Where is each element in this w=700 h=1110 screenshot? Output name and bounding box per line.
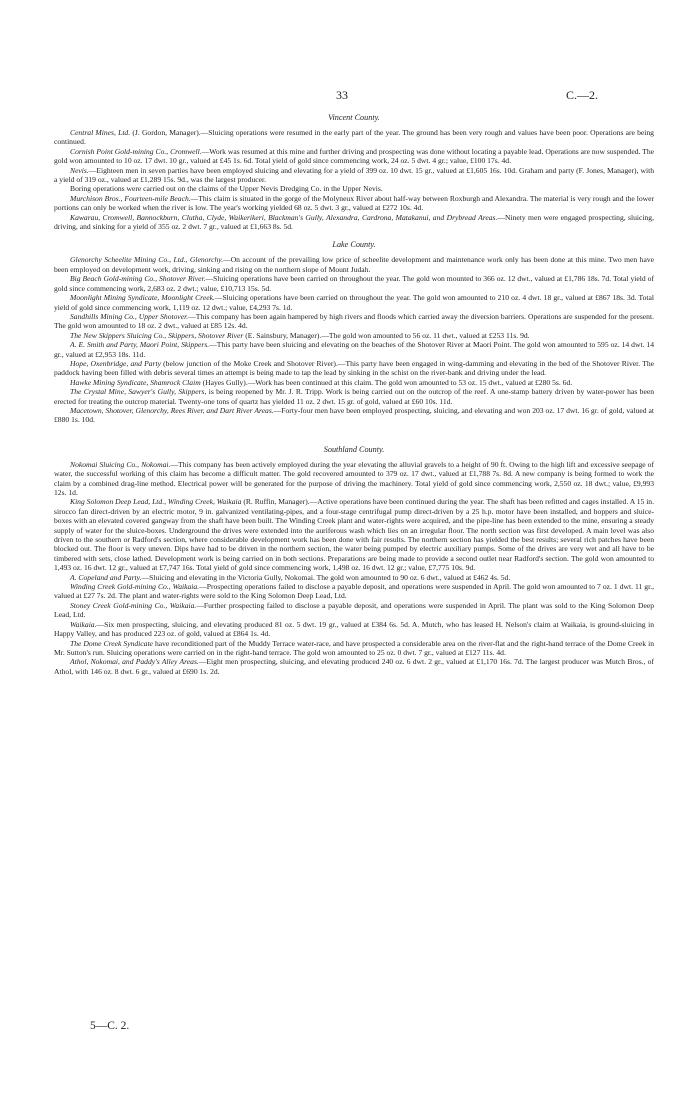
paragraph-text: —This company has been again hampered by high rivers and floods which carried away the diversion barriers. Operations are suspended for the present. The gold won amounted to 18 oz. 2 dwt., valued at £85 12s. 4d. [54,311,654,331]
paragraph [54,582,654,601]
paragraph [54,639,654,658]
paragraph-title: Nokomai Sluicing Co., Nokomai. [70,459,171,469]
paragraph-text: —Ninety men were engaged prospecting, sluicing, driving, and sinking for a yield of 355 oz. 2 dwt. 7 gr., valued at £1,663 8s. 5d. [54,212,654,232]
footer-reference: 5—C. 2. [90,1020,130,1032]
paragraph-title: Moonlight Mining Syndicate, Moonlight Creek. [70,293,215,303]
paragraph [54,497,654,572]
paragraph-text: (R. Ruffin, Manager).—Active operations have been continued during the year. The shaft has been refitted and cages installed. A 15 in. sirocco fan direct-driven by an electric motor, 9 in. galvanized ventilating-pipes, and a four-stage centrifugal pump direct-driven by a 25 h.p. motor have been installed, and hoppers and sluice-boxes with an elevated covered gangway from the shaft have been built. The Winding Creek plant and water-rights were acquired, and the pipe-line has been extended to the mine, ensuring a steady supply of water for the sluice-boxes. Underground the drives were extended into the auriferous wash which lies on an irregular floor. The north section was first developed. A main level was also driven to the southern or Radford's section, where considerable development work has been done with fair results. The northern section has yielded the best results; several rich patches have been blocked out. The floor is very uneven. Dips have had to be driven in the northern section, the water being pumped by electric auxiliary pumps. Some of the drives are very wet and all have to be timbered with sets, close lathed. Development work is being carried on in both sections. Preparations are being made to provide a second outlet near Radford's section. The gold won amounted to 1,493 oz. 16 dwt. 12 gr., valued at £7,747 16s. Total yield of gold since commencing work, 1,498 oz. 16 dwt. 12 gr.; value, £7,775 10s. 9d. [54,497,654,573]
paragraph-text: is being reopened by Mr. J. R. Tripp. Work is being carried out on the outcrop of the reef. A one-stamp battery driven by water-power has been erected for treating the outcrop material. Twenty-one tons of quartz has yielded 11 oz. 2 dwt. 15 gr. of gold, valued at £60 10s. 11d. [54,387,654,406]
paragraph-title: A. E. Smith and Party, Maori Point, Skippers. [70,340,210,350]
paragraph [54,274,654,293]
section-heading: Southland County. [323,444,385,454]
document-body [54,113,654,676]
paragraph-title: A. Copeland and Party. [70,572,142,582]
paragraph-title: Big Beach Gold-mining Co., Shotover River. [70,274,206,284]
paragraph-text: —This party have been sluicing and elevating on the beaches of the Shotover River at Maori Point. The gold won amounted to 595 oz. 14 dwt. 14 gr., valued at £2,953 18s. 11d. [54,340,654,359]
paragraph-text: have reconditioned part of the Muddy Terrace water-race, and have prospected a considerable area on the river-flat and the right-hand terrace of the Dome Creek in Mr. Sutton's run. Sluicing operations were carried on in the right-hand terrace. The gold won amounted to 25 oz. 0 dwt. 7 gr., valued at £127 11s. 4d. [54,638,654,657]
paragraph [54,387,654,406]
paragraph-text: —Eighteen men in seven parties have been employed sluicing and elevating for a yield of 399 oz. 10 dwt. 15 gr., valued at £1,605 16s. 10d. Graham and party (F. Jones, Manager), with a yield of 319 oz., valued at £1,289 15s. 9d., was the largest producer. [54,165,654,185]
paragraph-text: —Sluicing and elevating in the Victoria Gully, Nokomai. The gold won amounted to 90 oz. 6 dwt., valued at £462 4s. 5d. [141,572,511,582]
paragraph [54,406,654,425]
paragraph-title: Hawke Mining Syndicate, Shamrock Claim [70,377,201,387]
paragraph [54,293,654,312]
paragraph-title: Glenorchy Scheelite Mining Co., Ltd., Glenorchy. [70,255,224,265]
paragraph [54,340,654,359]
paragraph-title: The Crystal Mine, Sawyer's Gully, Skippers, [70,387,207,397]
paragraph-text: —Work was resumed at this mine and further driving and prospecting was done without locating a payable lead. Operations are now suspended. The gold won amounted to 10 oz. 17 dwt. 10 gr., valued at £45 1s. 6d. Total yield of gold since commencing work, 24 oz. 5 dwt. 4 gr.; value, £100 17s. 4d. [54,146,654,166]
paragraph-text: (J. Gordon, Manager).—Sluicing operations were resumed in the early part of the year. The ground has been very rough and values have been poor. Operations are being continued. [54,128,654,147]
paragraph-title: King Solomon Deep Lead, Ltd., Winding Creek, Waikaia [70,497,242,507]
paragraph [54,128,654,147]
paragraph-title: Sandhills Mining Co., Upper Shotover. [70,311,189,321]
paragraph-text: —Sluicing operations have been carried on throughout the year. The gold won amounted to 210 oz. 4 dwt. 18 gr., valued at £867 18s. 3d. Total yield of gold since commencing work, 1,119 oz. 12 dwt.; value, £4,293 7s. 1d. [54,293,654,312]
section-southland-county [54,445,654,676]
paragraph-title: Nevis. [70,165,89,175]
paragraph-text: —This company has been actively employed during the year elevating the alluvial gravels to a height of 90 ft. Owing to the high lift and excessive seepage of water, the successful working of this claim has become a difficult matter. The gold recovered amounted to 379 oz. 17 dwt., valued at £1,788 7s. 8d. A new company is being formed to work the claim by a combined drag-line method. Electrical power will be generated for the purpose of driving the machinery. Total yield of gold since commencing work, 2,550 oz. 18 dwt.; value, £9,993 12s. 1d. [54,459,654,497]
paragraph-title: Macetown, Shotover, Glenorchy, Rees River, and Dart River Areas. [70,405,274,415]
paragraph-title: Hope, Oxenbridge, and Party [70,358,161,368]
paragraph-text: (Hayes Gully).—Work has been continued at this claim. The gold won amounted to 53 oz. 15 dwt., valued at £280 5s. 6d. [200,377,573,387]
paragraph-text: —Prospecting operations failed to disclose a payable deposit, and operations were suspended in April. The gold won amounted to 7 oz. 1 dwt. 11 gr., valued at £27 7s. 2d. The plant and water-rights were sold to the King Solomon Deep Lead, Ltd. [54,582,654,601]
paragraph [54,213,654,232]
paragraph-text: —This claim is situated in the gorge of the Molyneux River about half-way between Roxburgh and Alexandra. The material is very rough and the lower portions can only be worked when the river is low. The year's working yielded 68 oz. 5 dwt. 3 gr., valued at £272 10s. 4d. [54,193,654,213]
paragraph-text: —Six men prospecting, sluicing, and elevating produced 81 oz. 5 dwt. 19 gr., valued at £384 6s. 5d. A. Mutch, who has leased H. Nelson's claim at Waikaia, is ground-sluicing in Happy Valley, and has produced 223 oz. of gold, valued at £864 1s. 4d. [54,619,654,639]
paragraph-text: Boring operations were carried out on the claims of the Upper Nevis Dredging Co. in the Upper Nevis. [70,184,383,194]
document-reference: C.—2. [566,88,599,102]
paragraph-text: (below junction of the Moke Creek and Shotover River).—This party have been engaged in wing-damming and elevating in the bed of the Shotover River. The paddock having been filled with debris several times an attempt is being made to tap the lead by sinking in the schist on the river-bank and driving under the lead. [54,358,654,378]
paragraph-title: Murchison Bros., Fourteen-mile Beach. [70,193,191,203]
paragraph [54,331,654,340]
paragraph [54,573,654,582]
paragraph-title: Athol, Nokomai, and Paddy's Alley Areas. [70,657,199,667]
paragraph [54,620,654,639]
paragraph [54,312,654,331]
page-number: 33 [336,88,348,102]
section-lake-county [54,240,654,424]
paragraph [54,255,654,274]
paragraph-text: (E. Sainsbury, Manager).—The gold won amounted to 56 oz. 11 dwt., valued at £253 11s. 9d. [243,330,530,340]
page-header [0,88,700,104]
paragraph-title: The Dome Creek Syndicate [70,638,153,648]
section-heading: Vincent County. [328,113,380,122]
paragraph-text: —Sluicing operations have been carried on throughout the year. The gold won mounted to 366 oz. 12 dwt., valued at £1,786 18s. 7d. Total yield of gold since commencing work, 2,683 oz. 2 dwt.; value, £10,713 15s. 5d. [54,274,654,293]
paragraph [54,147,654,166]
paragraph [54,184,654,193]
paragraph-title: Central Mines, Ltd. [70,128,131,137]
paragraph-title: Kawarau, Cromwell, Bannockburn, Clutha, Clyde, Waikerikeri, Blackman's Gully, Alexandra, Cardrona, Matakanui, and Drybread Areas. [70,212,498,222]
paragraph [54,378,654,387]
paragraph-title: The New Skippers Sluicing Co., Skippers, Shotover River [70,330,244,340]
paragraph-text: —Forty-four men have been employed prospecting, sluicing, and elevating and won 203 oz. 17 dwt. 16 gr. of gold, valued at £880 1s. 10d. [54,405,654,425]
section-vincent-county [54,113,654,231]
paragraph-title: Cornish Point Gold-mining Co., Cromwell. [70,146,202,156]
paragraph-text: —Eight men prospecting, sluicing, and elevating produced 240 oz. 6 dwt. 2 gr., valued at £1,170 16s. 7d. The largest producer was Mutch Bros., of Athol, with 146 oz. 8 dwt. 6 gr., valued at £690 1s. 2d. [54,657,655,676]
paragraph-text: —On account of the prevailing low price of scheelite development and maintenance work only has been done at this mine. Two men have been employed on development work, driving, sinking and rising on the northern slope of Mount Judah. [54,255,654,274]
paragraph [54,460,654,498]
paragraph-text: —Further prospecting failed to disclose a payable deposit, and operations were suspended in April. The plant was sold to the King Solomon Deep Lead, Ltd. [54,600,654,620]
paragraph [54,601,654,620]
paragraph [54,359,654,378]
paragraph-title: Winding Creek Gold-mining Co., Waikaia. [70,582,200,592]
paragraph [54,166,654,185]
paragraph [54,657,654,676]
paragraph-title: Waikaia. [70,619,97,629]
paragraph [54,194,654,213]
section-heading: Lake County. [332,240,376,250]
paragraph-title: Stoney Creek Gold-mining Co., Waikaia. [70,600,197,610]
